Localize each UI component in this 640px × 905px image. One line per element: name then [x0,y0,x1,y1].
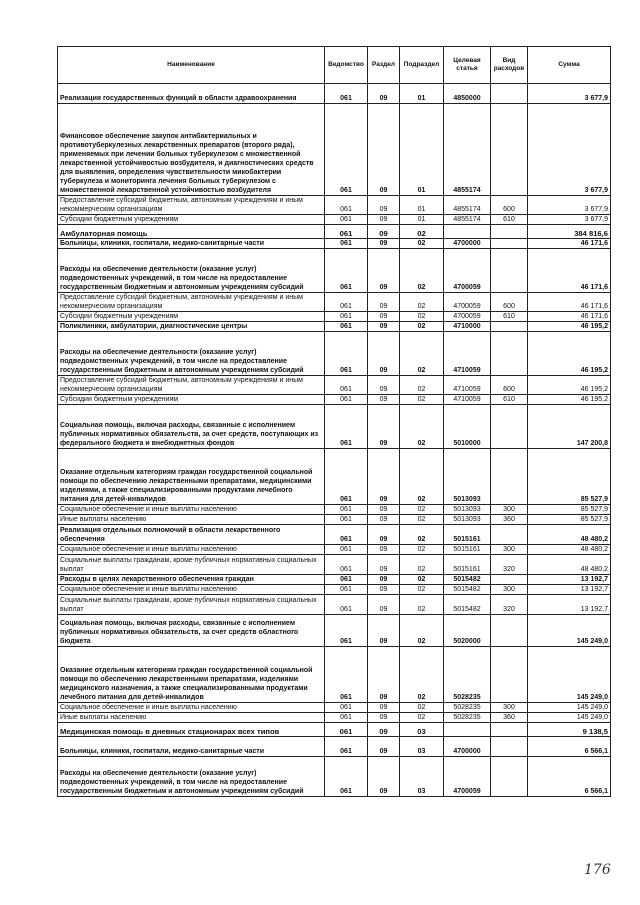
cell-name: Расходы на обеспечение деятельности (оказание услуг) подведомственных учреждений, в том числе на предоставление государственным бюджетным и автономным учреждениям субсидий [58,757,325,797]
cell-subsection: 02 [400,555,444,575]
header-section: Раздел [368,47,400,84]
cell-target: 4855174 [444,196,491,215]
cell-dept: 061 [325,723,368,737]
table-row [58,405,611,449]
cell-target: 4710059 [444,332,491,376]
cell-name: Реализация государственных функций в области здравоохранения [58,84,325,104]
cell-exp-type [491,449,528,505]
cell-section: 09 [368,713,400,723]
cell-subsection: 03 [400,757,444,797]
cell-name: Предоставление субсидий бюджетным, автономным учреждениям и иным некоммерческим организациям [58,196,325,215]
cell-section: 09 [368,703,400,713]
cell-name: Больницы, клиники, госпитали, медико-санитарные части [58,239,325,249]
cell-amount: 46 171,6 [528,249,611,293]
table-header-row [58,47,611,84]
cell-subsection: 02 [400,239,444,249]
cell-name: Больницы, клиники, госпитали, медико-санитарные части [58,737,325,757]
cell-name: Социальное обеспечение и иные выплаты населению [58,545,325,555]
cell-subsection: 02 [400,585,444,595]
cell-dept: 061 [325,376,368,395]
cell-section: 09 [368,585,400,595]
header-name: Наименование [58,47,325,84]
cell-subsection: 02 [400,595,444,615]
cell-target: 4710059 [444,395,491,405]
cell-section: 09 [368,215,400,225]
cell-dept: 061 [325,84,368,104]
cell-exp-type [491,615,528,647]
cell-section: 09 [368,515,400,525]
cell-target: 5015482 [444,575,491,585]
cell-dept: 061 [325,405,368,449]
cell-target: 5010000 [444,405,491,449]
table-row [58,515,611,525]
cell-name: Расходы в целях лекарственного обеспечения граждан [58,575,325,585]
cell-dept: 061 [325,104,368,196]
table-row [58,84,611,104]
cell-section: 09 [368,312,400,322]
table-row [58,293,611,312]
cell-name: Социальные выплаты гражданам, кроме публичных нормативных социальных выплат [58,595,325,615]
cell-amount: 3 677,9 [528,84,611,104]
table-row [58,239,611,249]
cell-target: 5013093 [444,449,491,505]
cell-amount: 46 195,2 [528,322,611,332]
cell-exp-type: 300 [491,505,528,515]
cell-section: 09 [368,555,400,575]
cell-amount: 48 480,2 [528,545,611,555]
cell-amount: 13 192,7 [528,595,611,615]
cell-section: 09 [368,405,400,449]
cell-subsection: 02 [400,713,444,723]
cell-dept: 061 [325,322,368,332]
table-row [58,757,611,797]
cell-exp-type: 300 [491,585,528,595]
cell-dept: 061 [325,595,368,615]
cell-target: 5015161 [444,555,491,575]
cell-dept: 061 [325,555,368,575]
cell-exp-type [491,249,528,293]
header-amount: Сумма [528,47,611,84]
cell-name: Субсидии бюджетным учреждениям [58,215,325,225]
cell-section: 09 [368,104,400,196]
cell-amount: 48 480,2 [528,525,611,545]
cell-name: Субсидии бюджетным учреждениям [58,395,325,405]
cell-section: 09 [368,395,400,405]
cell-target: 4700059 [444,293,491,312]
cell-amount: 6 566,1 [528,737,611,757]
cell-dept: 061 [325,312,368,322]
cell-name: Медицинская помощь в дневных стационарах всех типов [58,723,325,737]
cell-exp-type: 360 [491,713,528,723]
cell-section: 09 [368,505,400,515]
cell-subsection: 03 [400,737,444,757]
table-row [58,647,611,703]
cell-amount: 46 171,6 [528,293,611,312]
cell-target: 5013093 [444,515,491,525]
cell-dept: 061 [325,449,368,505]
cell-exp-type: 300 [491,545,528,555]
cell-section: 09 [368,376,400,395]
cell-name: Оказание отдельным категориям граждан государственной социальной помощи по обеспечению лекарственными препаратами, изделиями медицинского назначения, а также специализированными продуктами лечебного питания для детей-инвалидов [58,647,325,703]
cell-subsection: 01 [400,104,444,196]
cell-amount: 145 249,0 [528,615,611,647]
cell-name: Поликлиники, амбулатории, диагностические центры [58,322,325,332]
table-row [58,449,611,505]
cell-target: 4700000 [444,737,491,757]
cell-section: 09 [368,225,400,239]
cell-target: 4710059 [444,376,491,395]
cell-section: 09 [368,647,400,703]
cell-exp-type [491,723,528,737]
table-row [58,215,611,225]
cell-subsection: 02 [400,647,444,703]
cell-amount: 13 192,7 [528,585,611,595]
cell-exp-type: 610 [491,312,528,322]
cell-name: Социальная помощь, включая расходы, связанные с исполнением публичных нормативных обязательств, за счет средств, поступающих из федерального бюджета и внебюджетных фондов [58,405,325,449]
cell-target: 5015482 [444,585,491,595]
cell-name: Иные выплаты населению [58,515,325,525]
cell-subsection: 01 [400,215,444,225]
cell-amount: 145 249,0 [528,647,611,703]
cell-name: Расходы на обеспечение деятельности (оказание услуг) подведомственных учреждений, в том числе на предоставление государственным бюджетным и автономным учреждениям субсидий [58,249,325,293]
cell-section: 09 [368,196,400,215]
cell-amount: 145 249,0 [528,703,611,713]
table-row [58,575,611,585]
table-row [58,723,611,737]
table-row [58,249,611,293]
cell-name: Иные выплаты населению [58,713,325,723]
header-subsection: Подраздел [400,47,444,84]
cell-target: 4700059 [444,757,491,797]
cell-exp-type [491,737,528,757]
cell-target: 5020000 [444,615,491,647]
cell-section: 09 [368,615,400,647]
header-target: Целевая статья [444,47,491,84]
cell-exp-type [491,332,528,376]
cell-subsection: 02 [400,449,444,505]
cell-subsection: 03 [400,723,444,737]
cell-dept: 061 [325,239,368,249]
cell-section: 09 [368,737,400,757]
cell-section: 09 [368,322,400,332]
table-row [58,737,611,757]
cell-subsection: 02 [400,225,444,239]
cell-dept: 061 [325,225,368,239]
cell-subsection: 02 [400,395,444,405]
cell-dept: 061 [325,647,368,703]
cell-section: 09 [368,575,400,585]
cell-dept: 061 [325,249,368,293]
cell-subsection: 02 [400,545,444,555]
cell-exp-type [491,757,528,797]
cell-amount: 384 816,6 [528,225,611,239]
cell-subsection: 02 [400,505,444,515]
cell-name: Социальная помощь, включая расходы, связанные с исполнением публичных нормативных обязательств, за счет средств областного бюджета [58,615,325,647]
cell-target: 5015161 [444,545,491,555]
cell-name: Субсидии бюджетным учреждениям [58,312,325,322]
cell-exp-type [491,84,528,104]
table-row [58,196,611,215]
cell-subsection: 02 [400,575,444,585]
cell-target: 5015482 [444,595,491,615]
cell-section: 09 [368,757,400,797]
cell-target: 4855174 [444,215,491,225]
cell-name: Предоставление субсидий бюджетным, автономным учреждениям и иным некоммерческим организациям [58,293,325,312]
cell-amount: 46 195,2 [528,376,611,395]
cell-subsection: 02 [400,525,444,545]
table-row [58,615,611,647]
cell-target: 5028235 [444,713,491,723]
cell-dept: 061 [325,575,368,585]
cell-target [444,723,491,737]
page-number: 176 [584,862,611,878]
cell-exp-type: 600 [491,293,528,312]
table-row [58,585,611,595]
cell-subsection: 02 [400,615,444,647]
cell-dept: 061 [325,332,368,376]
cell-target [444,225,491,239]
table-row [58,104,611,196]
cell-target: 5013093 [444,505,491,515]
cell-dept: 061 [325,737,368,757]
cell-amount: 46 195,2 [528,332,611,376]
cell-subsection: 02 [400,249,444,293]
cell-exp-type: 600 [491,196,528,215]
cell-target: 5028235 [444,647,491,703]
budget-table [57,46,611,797]
cell-section: 09 [368,525,400,545]
cell-amount: 46 195,2 [528,395,611,405]
cell-dept: 061 [325,757,368,797]
table-row [58,312,611,322]
table-body [58,84,611,797]
table-row [58,713,611,723]
cell-dept: 061 [325,196,368,215]
cell-target: 4710000 [444,322,491,332]
cell-name: Социальное обеспечение и иные выплаты населению [58,585,325,595]
cell-name: Оказание отдельным категориям граждан государственной социальной помощи по обеспечению лекарственными препаратами, медицинскими изделиями, а также специализированными продуктами лечебного питания для детей-инвалидов [58,449,325,505]
cell-amount: 3 677,9 [528,215,611,225]
cell-section: 09 [368,293,400,312]
table-row [58,555,611,575]
cell-target: 4855174 [444,104,491,196]
cell-subsection: 02 [400,376,444,395]
cell-subsection: 02 [400,322,444,332]
cell-dept: 061 [325,395,368,405]
table-row [58,332,611,376]
table-row [58,376,611,395]
cell-dept: 061 [325,505,368,515]
cell-exp-type: 320 [491,595,528,615]
cell-subsection: 02 [400,405,444,449]
cell-name: Финансовое обеспечение закупок антибактериальных и противотуберкулезных лекарственных препаратов (второго ряда), применяемых при лечении больных туберкулезом с множественной лекарственной устойчивостью возбудителя, и диагностических средств для выявления, определения чувствительности микобактерии туберкулеза и мониторинга лечения больных туберкулезом с множественной лекарственной устойчивостью возбудителя [58,104,325,196]
cell-exp-type: 610 [491,215,528,225]
cell-section: 09 [368,449,400,505]
table-row [58,525,611,545]
cell-target: 4700059 [444,312,491,322]
cell-exp-type: 600 [491,376,528,395]
cell-section: 09 [368,723,400,737]
cell-subsection: 01 [400,196,444,215]
cell-exp-type [491,322,528,332]
cell-section: 09 [368,332,400,376]
cell-subsection: 02 [400,332,444,376]
header-exp-type: Вид расходов [491,47,528,84]
cell-section: 09 [368,84,400,104]
cell-amount: 145 249,0 [528,713,611,723]
cell-subsection: 02 [400,703,444,713]
cell-name: Социальные выплаты гражданам, кроме публичных нормативных социальных выплат [58,555,325,575]
cell-amount: 85 527,9 [528,515,611,525]
table-row [58,703,611,713]
cell-dept: 061 [325,515,368,525]
table-row [58,505,611,515]
cell-exp-type [491,225,528,239]
cell-section: 09 [368,595,400,615]
cell-amount: 9 138,5 [528,723,611,737]
cell-target: 5028235 [444,703,491,713]
cell-exp-type: 360 [491,515,528,525]
table-row [58,322,611,332]
cell-amount: 13 192,7 [528,575,611,585]
cell-amount: 3 677,9 [528,104,611,196]
cell-exp-type: 320 [491,555,528,575]
cell-name: Реализация отдельных полномочий в области лекарственного обеспечения [58,525,325,545]
cell-subsection: 02 [400,312,444,322]
cell-subsection: 01 [400,84,444,104]
cell-amount: 85 527,9 [528,505,611,515]
cell-subsection: 02 [400,515,444,525]
cell-name: Расходы на обеспечение деятельности (оказание услуг) подведомственных учреждений, в том числе на предоставление государственным бюджетным и автономным учреждениям субсидий [58,332,325,376]
cell-target: 4700000 [444,239,491,249]
cell-exp-type: 300 [491,703,528,713]
cell-target: 5015161 [444,525,491,545]
cell-section: 09 [368,545,400,555]
cell-amount: 46 171,6 [528,239,611,249]
budget-table-sheet [57,46,610,797]
cell-amount: 46 171,6 [528,312,611,322]
cell-dept: 061 [325,713,368,723]
cell-exp-type [491,525,528,545]
cell-exp-type [491,239,528,249]
cell-amount: 85 527,9 [528,449,611,505]
header-dept: Ведомство [325,47,368,84]
cell-exp-type: 610 [491,395,528,405]
table-row [58,225,611,239]
cell-amount: 48 480,2 [528,555,611,575]
cell-exp-type [491,647,528,703]
cell-exp-type [491,575,528,585]
cell-name: Социальное обеспечение и иные выплаты населению [58,505,325,515]
cell-dept: 061 [325,585,368,595]
cell-name: Амбулаторная помощь [58,225,325,239]
cell-subsection: 02 [400,293,444,312]
cell-section: 09 [368,239,400,249]
cell-target: 4850000 [444,84,491,104]
cell-section: 09 [368,249,400,293]
cell-name: Предоставление субсидий бюджетным, автономным учреждениям и иным некоммерческим организациям [58,376,325,395]
table-row [58,395,611,405]
cell-exp-type [491,405,528,449]
cell-amount: 3 677,9 [528,196,611,215]
cell-dept: 061 [325,525,368,545]
cell-name: Социальное обеспечение и иные выплаты населению [58,703,325,713]
cell-amount: 6 566,1 [528,757,611,797]
cell-dept: 061 [325,293,368,312]
cell-target: 4700059 [444,249,491,293]
table-row [58,595,611,615]
cell-dept: 061 [325,545,368,555]
table-row [58,545,611,555]
cell-exp-type [491,104,528,196]
cell-dept: 061 [325,615,368,647]
cell-amount: 147 200,8 [528,405,611,449]
cell-dept: 061 [325,703,368,713]
cell-dept: 061 [325,215,368,225]
